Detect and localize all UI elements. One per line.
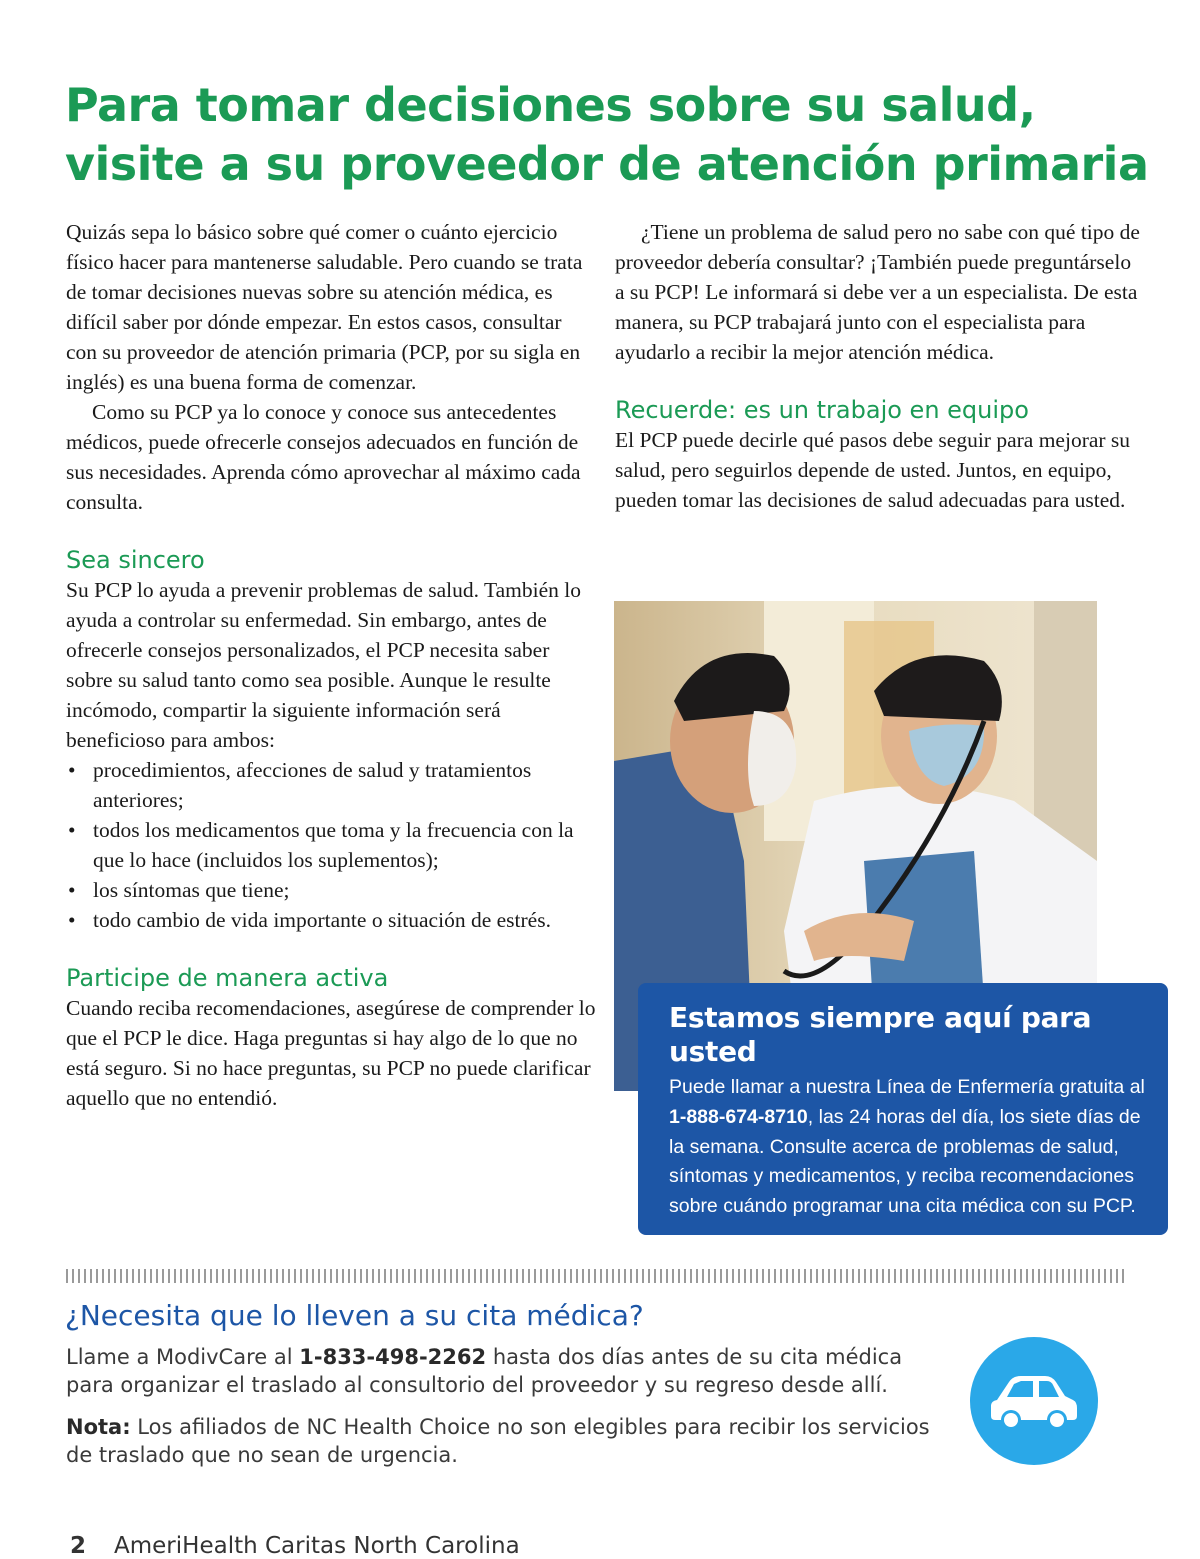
nurse-line-phone[interactable]: 1-888-674-8710 xyxy=(669,1105,808,1128)
ride-text-end: hasta dos días antes de su cita médica para organizar el traslado al consultorio del proveedor y su regreso desde allí. xyxy=(66,1345,903,1397)
note-label: Nota: xyxy=(66,1415,131,1439)
heading-equipo: Recuerde: es un trabajo en equipo xyxy=(615,396,1029,424)
heading-participe: Participe de manera activa xyxy=(66,964,389,992)
specialist-paragraph: ¿Tiene un problema de salud pero no sabe con qué tipo de proveedor debería consultar? ¡También puede preguntárselo a su PCP! Le informará si debe ver a un especialista. De esta manera, su PCP trabajará junto con el especialista para ayudarlo a recibir la mejor atención médica. xyxy=(615,220,1140,364)
title-line-1: Para tomar decisiones sobre su salud, xyxy=(65,78,1036,132)
right-column xyxy=(615,217,1145,515)
callout-text-start: Puede llamar a nuestra Línea de Enfermería gratuita al xyxy=(669,1076,1145,1098)
page-title xyxy=(65,76,1165,194)
activa-paragraph: Cuando reciba recomendaciones, asegúrese de comprender lo que el PCP le dice. Haga preguntas si hay algo de lo que no está seguro. Si no hace preguntas, su PCP no puede clarificar aquello que no entendió. xyxy=(66,996,596,1110)
list-item: • los síntomas que tiene; xyxy=(66,875,596,905)
info-list xyxy=(66,755,596,935)
ride-paragraph xyxy=(66,1343,946,1399)
ride-text-start: Llame a ModivCare al xyxy=(66,1345,300,1369)
heading-sea-sincero: Sea sincero xyxy=(66,546,205,574)
page-footer xyxy=(70,1533,520,1559)
callout-text-end: , las 24 horas del día, los siete días de la semana. Consulte acerca de problemas de salud, síntomas y medicamentos, y reciba recomendaciones sobre cuándo programar una cita médica con su PCP. xyxy=(669,1105,1141,1218)
car-badge xyxy=(970,1337,1098,1465)
note-text: Los afiliados de NC Health Choice no son elegibles para recibir los servicios de traslado que no sean de urgencia. xyxy=(66,1415,930,1467)
title-line-2: visite a su proveedor de atención primaria xyxy=(65,137,1149,191)
list-item: • todo cambio de vida importante o situación de estrés. xyxy=(66,905,596,935)
ride-body xyxy=(66,1343,946,1469)
modivcare-phone[interactable]: 1-833-498-2262 xyxy=(299,1345,487,1369)
list-item: • todos los medicamentos que toma y la frecuencia con la que lo hace (incluidos los suplementos); xyxy=(66,815,596,875)
page-number: 2 xyxy=(70,1533,87,1559)
left-column xyxy=(66,217,596,1113)
sincero-paragraph: Su PCP lo ayuda a prevenir problemas de salud. También lo ayuda a controlar su enfermedad. Sin embargo, antes de ofrecerle consejos personalizados, el PCP necesita saber sobre su salud tanto como sea posible. Aunque le resulte incómodo, compartir la siguiente información será beneficioso para ambos: xyxy=(66,578,582,752)
section-divider xyxy=(66,1269,1124,1283)
car-icon xyxy=(989,1370,1079,1432)
ride-note xyxy=(66,1413,946,1469)
intro-paragraph-1: Quizás sepa lo básico sobre qué comer o cuánto ejercicio físico hacer para mantenerse saludable. Pero cuando se trata de tomar decisiones nuevas sobre su atención médica, es difícil saber por dónde empezar. En estos casos, consultar con su proveedor de atención primaria (PCP, por su sigla en inglés) es una buena forma de comenzar. xyxy=(66,220,583,394)
footer-org: AmeriHealth Caritas North Carolina xyxy=(114,1533,520,1559)
callout-text xyxy=(669,1073,1148,1222)
equipo-paragraph: El PCP puede decirle qué pasos debe seguir para mejorar su salud, pero seguirlos depende de usted. Juntos, en equipo, pueden tomar las decisiones de salud adecuadas para usted. xyxy=(615,428,1131,512)
ride-heading: ¿Necesita que lo lleven a su cita médica? xyxy=(65,1299,644,1332)
intro-paragraph-2: Como su PCP ya lo conoce y conoce sus antecedentes médicos, puede ofrecerle consejos adecuados en función de sus necesidades. Aprenda cómo aprovechar al máximo cada consulta. xyxy=(66,400,581,514)
list-item: • procedimientos, afecciones de salud y tratamientos anteriores; xyxy=(66,755,596,815)
callout-heading: Estamos siempre aquí para usted xyxy=(669,1001,1092,1068)
nurse-line-callout xyxy=(638,983,1168,1235)
